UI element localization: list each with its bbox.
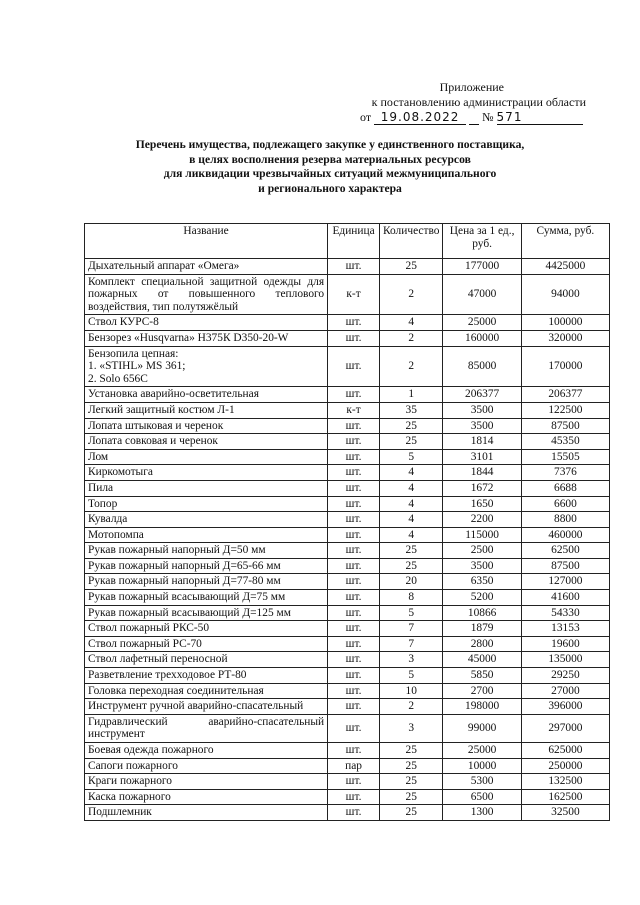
cell-price: 2500	[443, 543, 521, 559]
table-header-row	[85, 224, 610, 259]
cell-unit: шт.	[328, 805, 380, 821]
cell-name: Лопата совковая и черенок	[85, 434, 328, 450]
cell-quantity: 25	[379, 743, 442, 759]
cell-unit: шт.	[328, 418, 380, 434]
document-title	[100, 138, 560, 196]
table-row	[85, 558, 610, 574]
cell-unit: шт.	[328, 714, 380, 742]
cell-sum: 6688	[521, 480, 609, 496]
number-label: №	[482, 110, 494, 124]
table-row	[85, 434, 610, 450]
cell-unit: шт.	[328, 699, 380, 715]
annex-date-number	[330, 110, 592, 125]
table-row	[85, 743, 610, 759]
table-row	[85, 449, 610, 465]
cell-name: Краги пожарного	[85, 774, 328, 790]
cell-sum: 87500	[521, 558, 609, 574]
table-row	[85, 590, 610, 606]
header-name: Название	[85, 224, 328, 259]
cell-name: Рукав пожарный всасывающий Д=75 мм	[85, 590, 328, 606]
cell-sum: 122500	[521, 402, 609, 418]
cell-name: Легкий защитный костюм Л-1	[85, 402, 328, 418]
cell-sum: 54330	[521, 605, 609, 621]
cell-unit: шт.	[328, 774, 380, 790]
cell-price: 2700	[443, 683, 521, 699]
cell-sum: 250000	[521, 758, 609, 774]
cell-sum: 170000	[521, 346, 609, 387]
cell-name: Ствол пожарный РКС-50	[85, 621, 328, 637]
cell-sum: 396000	[521, 699, 609, 715]
cell-name: Разветвление трехходовое РТ-80	[85, 668, 328, 684]
cell-name: Подшлемник	[85, 805, 328, 821]
cell-price: 206377	[443, 387, 521, 403]
table-row	[85, 274, 610, 315]
date-label: от	[360, 110, 372, 124]
cell-quantity: 25	[379, 789, 442, 805]
cell-quantity: 4	[379, 512, 442, 528]
cell-name: Киркомотыга	[85, 465, 328, 481]
cell-unit: шт.	[328, 346, 380, 387]
annex-header	[330, 80, 592, 125]
cell-price: 5850	[443, 668, 521, 684]
cell-sum: 8800	[521, 512, 609, 528]
table-row	[85, 330, 610, 346]
cell-name: Головка переходная соединительная	[85, 683, 328, 699]
cell-name: Боевая одежда пожарного	[85, 743, 328, 759]
cell-name: Рукав пожарный напорный Д=77-80 мм	[85, 574, 328, 590]
cell-quantity: 2	[379, 346, 442, 387]
cell-quantity: 25	[379, 558, 442, 574]
cell-unit: шт.	[328, 480, 380, 496]
cell-sum: 460000	[521, 527, 609, 543]
cell-quantity: 25	[379, 774, 442, 790]
cell-quantity: 25	[379, 805, 442, 821]
cell-sum: 132500	[521, 774, 609, 790]
cell-unit: к-т	[328, 274, 380, 315]
cell-unit: шт.	[328, 605, 380, 621]
cell-sum: 62500	[521, 543, 609, 559]
table-row	[85, 315, 610, 331]
table-row	[85, 805, 610, 821]
table-row	[85, 605, 610, 621]
cell-unit: шт.	[328, 315, 380, 331]
cell-name: Каска пожарного	[85, 789, 328, 805]
cell-unit: шт.	[328, 683, 380, 699]
cell-unit: шт.	[328, 527, 380, 543]
cell-price: 3500	[443, 402, 521, 418]
cell-price: 1300	[443, 805, 521, 821]
cell-sum: 13153	[521, 621, 609, 637]
cell-sum: 29250	[521, 668, 609, 684]
table-row	[85, 480, 610, 496]
cell-sum: 45350	[521, 434, 609, 450]
cell-unit: шт.	[328, 330, 380, 346]
cell-name: Ствол лафетный переносной	[85, 652, 328, 668]
cell-unit: шт.	[328, 543, 380, 559]
cell-name: Пила	[85, 480, 328, 496]
cell-sum: 19600	[521, 636, 609, 652]
cell-price: 6350	[443, 574, 521, 590]
table-row	[85, 543, 610, 559]
cell-price: 6500	[443, 789, 521, 805]
cell-name: Кувалда	[85, 512, 328, 528]
cell-quantity: 25	[379, 434, 442, 450]
cell-price: 115000	[443, 527, 521, 543]
cell-sum: 32500	[521, 805, 609, 821]
cell-quantity: 4	[379, 496, 442, 512]
table-row	[85, 652, 610, 668]
decree-date: 19.08.2022	[374, 111, 466, 125]
annex-reference: к постановлению администрации области	[371, 95, 586, 109]
cell-unit: шт.	[328, 668, 380, 684]
cell-price: 3101	[443, 449, 521, 465]
cell-quantity: 7	[379, 621, 442, 637]
cell-sum: 100000	[521, 315, 609, 331]
cell-unit: шт.	[328, 259, 380, 275]
date-underline-gap	[469, 111, 479, 125]
cell-quantity: 35	[379, 402, 442, 418]
header-unit: Единица	[328, 224, 380, 259]
cell-unit: шт.	[328, 590, 380, 606]
cell-quantity: 4	[379, 527, 442, 543]
title-line-3: для ликвидации чрезвычайных ситуаций межмуниципального	[163, 167, 497, 180]
table-row	[85, 774, 610, 790]
cell-unit: к-т	[328, 402, 380, 418]
cell-price: 1814	[443, 434, 521, 450]
cell-unit: шт.	[328, 636, 380, 652]
table-row	[85, 346, 610, 387]
property-table	[84, 223, 610, 821]
table-row	[85, 512, 610, 528]
cell-quantity: 25	[379, 543, 442, 559]
cell-price: 2200	[443, 512, 521, 528]
cell-sum: 162500	[521, 789, 609, 805]
table-row	[85, 496, 610, 512]
cell-quantity: 5	[379, 668, 442, 684]
cell-price: 1672	[443, 480, 521, 496]
cell-name: Лом	[85, 449, 328, 465]
cell-price: 1879	[443, 621, 521, 637]
cell-quantity: 1	[379, 387, 442, 403]
cell-unit: шт.	[328, 512, 380, 528]
cell-price: 10866	[443, 605, 521, 621]
table-row	[85, 789, 610, 805]
title-line-1: Перечень имущества, подлежащего закупке у единственного поставщика,	[135, 138, 525, 151]
cell-unit: шт.	[328, 558, 380, 574]
cell-unit: шт.	[328, 496, 380, 512]
cell-name: Лопата штыковая и черенок	[85, 418, 328, 434]
cell-price: 25000	[443, 315, 521, 331]
cell-price: 1844	[443, 465, 521, 481]
table-row	[85, 699, 610, 715]
cell-unit: шт.	[328, 789, 380, 805]
cell-unit: шт.	[328, 387, 380, 403]
table-row	[85, 418, 610, 434]
cell-name: Ствол КУРС-8	[85, 315, 328, 331]
cell-unit: шт.	[328, 652, 380, 668]
table-row	[85, 621, 610, 637]
cell-quantity: 25	[379, 418, 442, 434]
table-row	[85, 574, 610, 590]
header-quantity: Количество	[379, 224, 442, 259]
cell-price: 2800	[443, 636, 521, 652]
cell-sum: 625000	[521, 743, 609, 759]
cell-sum: 127000	[521, 574, 609, 590]
cell-price: 160000	[443, 330, 521, 346]
table-row	[85, 758, 610, 774]
header-sum: Сумма, руб.	[521, 224, 609, 259]
decree-number: 571	[497, 111, 583, 125]
cell-quantity: 3	[379, 652, 442, 668]
cell-price: 45000	[443, 652, 521, 668]
annex-title: Приложение	[439, 80, 504, 94]
cell-name: Топор	[85, 496, 328, 512]
cell-unit: шт.	[328, 449, 380, 465]
cell-quantity: 3	[379, 714, 442, 742]
cell-quantity: 5	[379, 449, 442, 465]
cell-quantity: 2	[379, 699, 442, 715]
title-line-2: в целях восполнения резерва материальных ресурсов	[189, 152, 471, 166]
cell-sum: 320000	[521, 330, 609, 346]
table-row	[85, 636, 610, 652]
cell-quantity: 8	[379, 590, 442, 606]
cell-sum: 206377	[521, 387, 609, 403]
cell-price: 47000	[443, 274, 521, 315]
cell-name: Инструмент ручной аварийно-спасательный	[85, 699, 328, 715]
table-row	[85, 259, 610, 275]
cell-name: Ствол пожарный РС-70	[85, 636, 328, 652]
title-line-4: и регионального характера	[258, 181, 402, 195]
cell-price: 25000	[443, 743, 521, 759]
cell-name: Бензорез «Husqvarna» Н375К D350-20-W	[85, 330, 328, 346]
cell-unit: шт.	[328, 465, 380, 481]
cell-quantity: 25	[379, 758, 442, 774]
cell-sum: 7376	[521, 465, 609, 481]
cell-price: 85000	[443, 346, 521, 387]
cell-quantity: 4	[379, 315, 442, 331]
cell-unit: пар	[328, 758, 380, 774]
cell-quantity: 5	[379, 605, 442, 621]
cell-quantity: 4	[379, 480, 442, 496]
table-row	[85, 714, 610, 742]
cell-name: Сапоги пожарного	[85, 758, 328, 774]
cell-quantity: 2	[379, 274, 442, 315]
cell-price: 3500	[443, 418, 521, 434]
table-row	[85, 402, 610, 418]
cell-name: Рукав пожарный напорный Д=50 мм	[85, 543, 328, 559]
cell-name: Мотопомпа	[85, 527, 328, 543]
cell-sum: 135000	[521, 652, 609, 668]
table-body	[85, 259, 610, 821]
cell-price: 5300	[443, 774, 521, 790]
cell-name: Рукав пожарный напорный Д=65-66 мм	[85, 558, 328, 574]
cell-sum: 4425000	[521, 259, 609, 275]
cell-price: 198000	[443, 699, 521, 715]
cell-quantity: 20	[379, 574, 442, 590]
header-price: Цена за 1 ед., руб.	[443, 224, 521, 259]
cell-quantity: 4	[379, 465, 442, 481]
cell-quantity: 2	[379, 330, 442, 346]
table-row	[85, 683, 610, 699]
cell-unit: шт.	[328, 621, 380, 637]
table-row	[85, 465, 610, 481]
table-row	[85, 387, 610, 403]
cell-name: Установка аварийно-осветительная	[85, 387, 328, 403]
cell-sum: 94000	[521, 274, 609, 315]
cell-price: 3500	[443, 558, 521, 574]
cell-price: 177000	[443, 259, 521, 275]
cell-unit: шт.	[328, 743, 380, 759]
table-row	[85, 668, 610, 684]
cell-name: Дыхательный аппарат «Омега»	[85, 259, 328, 275]
cell-price: 5200	[443, 590, 521, 606]
cell-quantity: 25	[379, 259, 442, 275]
cell-sum: 41600	[521, 590, 609, 606]
cell-sum: 6600	[521, 496, 609, 512]
cell-name: Рукав пожарный всасывающий Д=125 мм	[85, 605, 328, 621]
cell-price: 1650	[443, 496, 521, 512]
cell-quantity: 7	[379, 636, 442, 652]
cell-name: Комплект специальной защитной одежды для пожарных от повышенного теплового воздействия, тип полутяжёлый	[85, 274, 328, 315]
cell-unit: шт.	[328, 434, 380, 450]
cell-sum: 15505	[521, 449, 609, 465]
cell-sum: 87500	[521, 418, 609, 434]
cell-name: Гидравлический аварийно-спасательный инструмент	[85, 714, 328, 742]
cell-price: 99000	[443, 714, 521, 742]
cell-sum: 297000	[521, 714, 609, 742]
cell-quantity: 10	[379, 683, 442, 699]
cell-price: 10000	[443, 758, 521, 774]
cell-name: Бензопила цепная: 1. «STIHL» MS 361; 2. Solo 656С	[85, 346, 328, 387]
cell-unit: шт.	[328, 574, 380, 590]
table-row	[85, 527, 610, 543]
cell-sum: 27000	[521, 683, 609, 699]
